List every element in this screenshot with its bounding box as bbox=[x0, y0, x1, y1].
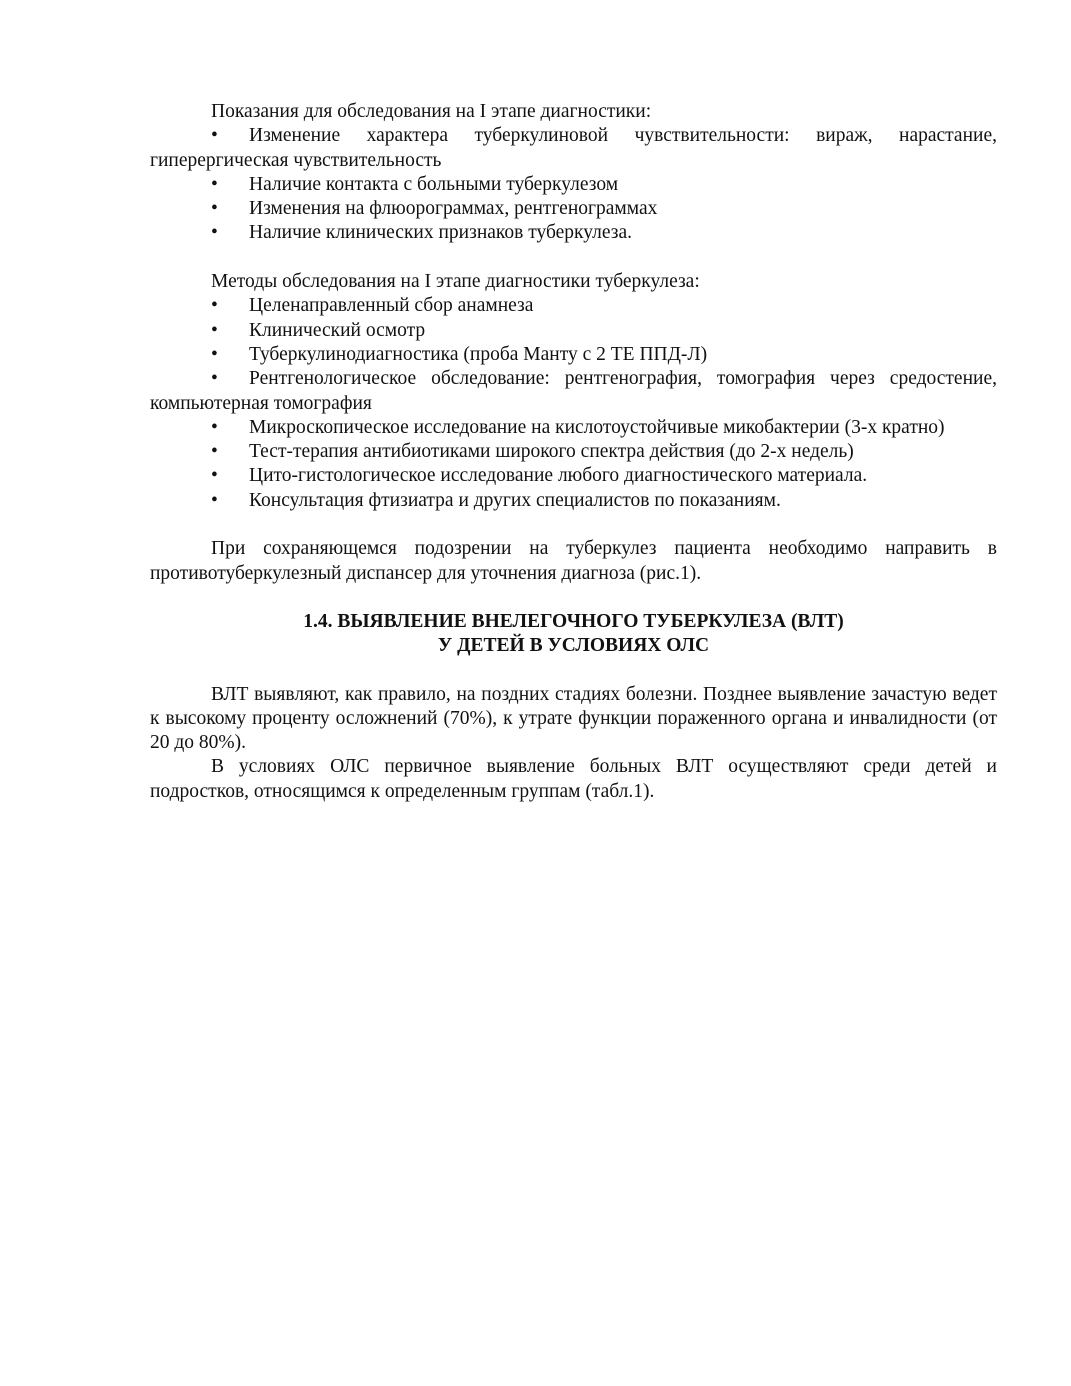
body-paragraph: ВЛТ выявляют, как правило, на поздних стадиях болезни. Позднее выявление зачастую ведет к высокому проценту осложнений (70%), к утрате функции пораженного органа и инвалидности (от 20 до 80%). bbox=[150, 683, 997, 754]
bullet-icon: • bbox=[211, 489, 218, 511]
document-page bbox=[150, 100, 997, 804]
spacer bbox=[150, 246, 997, 270]
list-item: • Изменение характера туберкулиновой чувствительности: вираж, нарастание, гиперергическая чувствительность bbox=[150, 125, 997, 171]
bullet-icon: • bbox=[211, 295, 218, 317]
bullet-icon: • bbox=[211, 125, 218, 147]
body-paragraph: В условиях ОЛС первичное выявление больных ВЛТ осуществляют среди детей и подростков, относящимся к определенным группам (табл.1). bbox=[150, 756, 997, 802]
bullet-icon: • bbox=[211, 198, 218, 220]
section-heading bbox=[150, 610, 997, 659]
list-item: • Клинический осмотр bbox=[150, 319, 997, 343]
indications-title: Показания для обследования на I этапе диагностики: bbox=[211, 101, 652, 122]
referral-paragraph: При сохраняющемся подозрении на туберкулез пациента необходимо направить в противотуберкулезный диспансер для уточнения диагноза (рис.1). bbox=[150, 538, 997, 584]
heading-line-2: У ДЕТЕЙ В УСЛОВИЯХ ОЛС bbox=[437, 635, 710, 657]
list-item: • Микроскопическое исследование на кислотоустойчивые микобактерии (3-х кратно) bbox=[150, 416, 997, 440]
bullet-icon: • bbox=[211, 343, 218, 365]
list-item: • Наличие контакта с больными туберкулезом bbox=[150, 173, 997, 197]
methods-title: Методы обследования на I этапе диагностики туберкулеза: bbox=[211, 271, 700, 293]
list-item: • Изменения на флюорограммах, рентгенограммах bbox=[150, 197, 997, 221]
list-item: • Тест-терапия антибиотиками широкого спектра действия (до 2-х недель) bbox=[150, 440, 997, 464]
bullet-icon: • bbox=[211, 173, 218, 195]
methods-list bbox=[150, 294, 997, 513]
bullet-icon: • bbox=[211, 222, 218, 244]
spacer bbox=[150, 513, 997, 537]
bullet-icon: • bbox=[211, 441, 218, 463]
bullet-icon: • bbox=[211, 465, 218, 487]
list-item: • Консультация фтизиатра и других специалистов по показаниям. bbox=[150, 489, 997, 513]
bullet-icon: • bbox=[211, 416, 218, 438]
list-item: • Туберкулинодиагностика (проба Манту с 2 ТЕ ППД-Л) bbox=[150, 343, 997, 367]
bullet-icon: • bbox=[211, 368, 218, 390]
heading-line-1: 1.4. ВЫЯВЛЕНИЕ ВНЕЛЕГОЧНОГО ТУБЕРКУЛЕЗА (ВЛТ) bbox=[303, 610, 844, 632]
list-item: • Цито-гистологическое исследование любого диагностического материала. bbox=[150, 464, 997, 488]
bullet-icon: • bbox=[211, 319, 218, 341]
list-item: • Рентгенологическое обследование: рентгенография, томография через средостение, компьютерная томография bbox=[150, 368, 997, 414]
list-item: • Наличие клинических признаков туберкулеза. bbox=[150, 221, 997, 245]
list-item: • Целенаправленный сбор анамнеза bbox=[150, 294, 997, 318]
indications-list bbox=[150, 124, 997, 245]
